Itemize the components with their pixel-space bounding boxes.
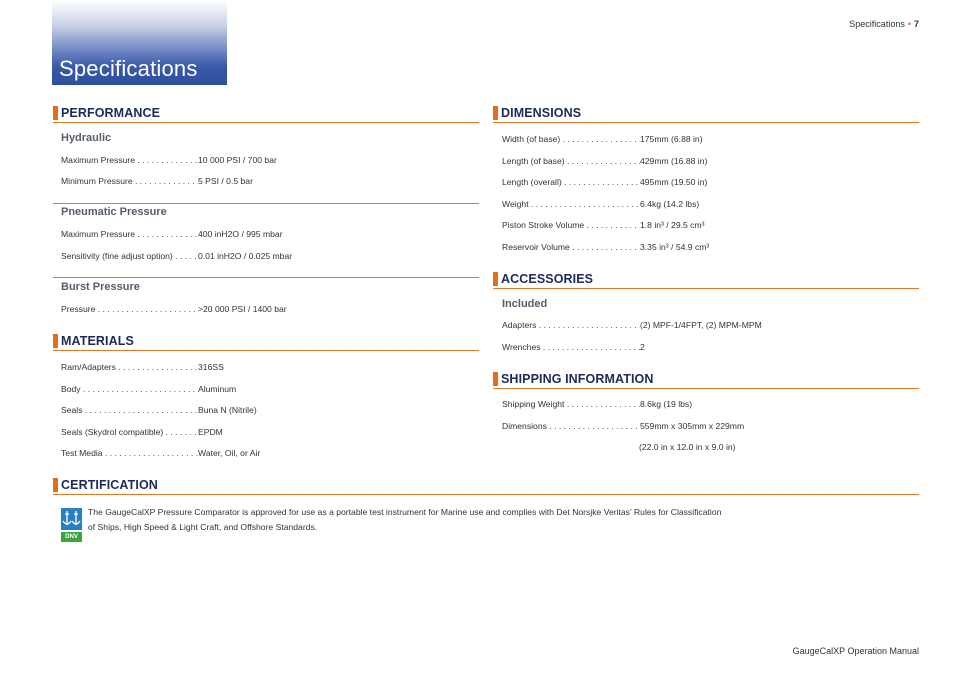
page-title: Specifications (59, 56, 198, 81)
spec-row: Seals . . . Buna N (Nitrile) (61, 405, 257, 415)
pneumatic-subhead: Pneumatic Pressure (61, 206, 167, 218)
spec-row: Length (of base) . . . 429mm (16.88 in) (502, 156, 707, 166)
spec-row: Pressure . . . >20 000 PSI / 1400 bar (61, 304, 287, 314)
spec-row: Seals (Skydrol compatible) . . . EPDM (61, 427, 223, 437)
spec-row: Body . . . Aluminum (61, 384, 236, 394)
spec-row: Sensitivity (fine adjust option) . . . 0.01 inH2O / 0.025 mbar (61, 251, 292, 261)
spec-row: Shipping Weight . . . 8.6kg (19 lbs) (502, 399, 692, 409)
divider (53, 277, 479, 278)
dnv-logo-icon: DNV (61, 508, 82, 542)
shipping-heading: SHIPPING INFORMATION (493, 372, 919, 389)
spec-row: Test Media . . . Water, Oil, or Air (61, 448, 260, 458)
accessories-heading: ACCESSORIES (493, 272, 919, 289)
shipping-dimensions-imperial: (22.0 in x 12.0 in x 9.0 in) (639, 442, 736, 452)
footer-manual-title: GaugeCalXP Operation Manual (792, 646, 919, 656)
spec-row: Adapters . . . (2) MPF-1/4FPT, (2) MPM-MPM (502, 320, 762, 330)
spec-row: Weight . . . 6.4kg (14.2 lbs) (502, 199, 699, 209)
hydraulic-subhead: Hydraulic (61, 132, 112, 144)
materials-heading: MATERIALS (53, 334, 479, 351)
spec-row: Ram/Adapters . . . 316SS (61, 362, 224, 372)
page-title-banner (52, 0, 227, 85)
spec-row: Width (of base) . . . 175mm (6.88 in) (502, 134, 703, 144)
performance-heading: PERFORMANCE (53, 106, 479, 123)
spec-row: Minimum Pressure . . . 5 PSI / 0.5 bar (61, 176, 253, 186)
spec-row: Dimensions . . . 559mm x 305mm x 229mm (502, 421, 744, 431)
spec-row: Maximum Pressure . . . 10 000 PSI / 700 bar (61, 155, 277, 165)
certification-heading: CERTIFICATION (53, 478, 919, 495)
page-number: 7 (913, 19, 919, 29)
running-header (849, 19, 919, 29)
spec-row: Reservoir Volume . . . 3.35 in³ / 54.9 cm³ (502, 242, 709, 252)
burst-subhead: Burst Pressure (61, 281, 140, 293)
header-section: Specifications (849, 19, 905, 29)
spec-row: Wrenches . . . 2 (502, 342, 645, 352)
included-subhead: Included (502, 298, 548, 310)
spec-row: Maximum Pressure . . . 400 inH2O / 995 mbar (61, 229, 283, 239)
spec-row: Length (overall) . . . 495mm (19.50 in) (502, 177, 707, 187)
dimensions-heading: DIMENSIONS (493, 106, 919, 123)
divider (53, 203, 479, 204)
bullet-icon: • (907, 19, 911, 29)
certification-text: The GaugeCalXP Pressure Comparator is approved for use as a portable test instrument for Marine use and complies with Det Norsjke Veritas’ Rules for Classification of Ships, High Speed & Light Craft, and Offshore Standards. (88, 507, 722, 532)
spec-row: Piston Stroke Volume . . . 1.8 in³ / 29.5 cm³ (502, 220, 704, 230)
